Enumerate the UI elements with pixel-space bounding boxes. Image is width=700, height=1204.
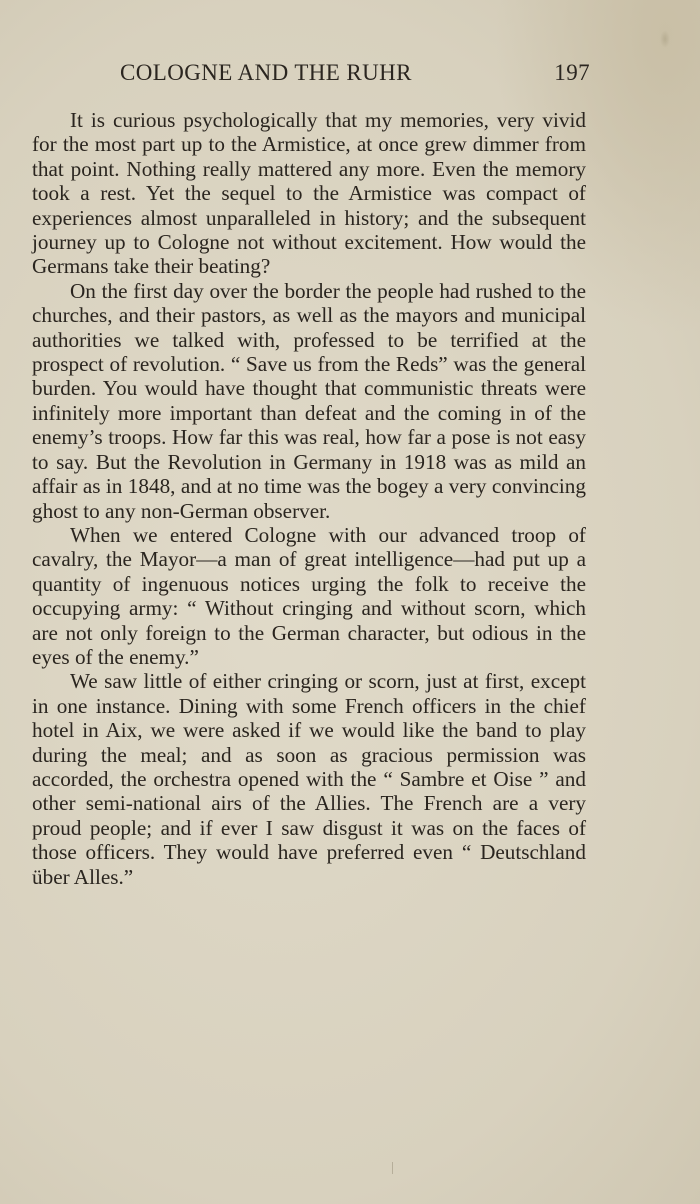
- paper-speck: [392, 1162, 393, 1174]
- page-smudge: [660, 30, 670, 48]
- page-number: 197: [554, 60, 590, 85]
- paragraph-4: We saw little of either cringing or scorn, just at first, except in one instance. Dining with some French officers in the chief hotel in Aix, we were asked if we would like the band to play during the meal; and as soon as gracious permission was accorded, the orchestra opened with the “ Sambre et Oise ” and other semi-national airs of the Allies. The French are a very proud people; and if ever I saw disgust it was on the faces of those officers. They would have preferred even “ Deutschland über Alles.”: [32, 669, 586, 889]
- paragraph-3: When we entered Cologne with our advanced troop of cavalry, the Mayor—a man of great intelligence—had put up a quantity of ingenuous notices urging the folk to receive the occupying army: “ Without cringing and without scorn, which are not only foreign to the German character, but odious in the eyes of the enemy.”: [32, 522, 586, 669]
- running-head: [120, 60, 590, 94]
- body-text: [32, 108, 586, 889]
- running-head-title: COLOGNE AND THE RUHR: [120, 60, 412, 85]
- paragraph-2: On the first day over the border the people had rushed to the churches, and their pastors, as well as the mayors and municipal authorities we talked with, professed to be terrified at the prospect of revolution. “ Save us from the Reds” was the general burden. You would have thought that communistic threats were infinitely more important than defeat and the coming in of the enemy’s troops. How far this was real, how far a pose is not easy to say. But the Revolution in Germany in 1918 was as mild an affair as in 1848, and at no time was the bogey a very convincing ghost to any non-German observer.: [32, 278, 586, 523]
- paragraph-1: It is curious psychologically that my memories, very vivid for the most part up to the Armistice, at once grew dimmer from that point. Nothing really mattered any more. Even the memory took a rest. Yet the sequel to the Armistice was compact of experiences almost unparalleled in history; and the subsequent journey up to Cologne not without excitement. How would the Germans take their beating?: [32, 108, 586, 279]
